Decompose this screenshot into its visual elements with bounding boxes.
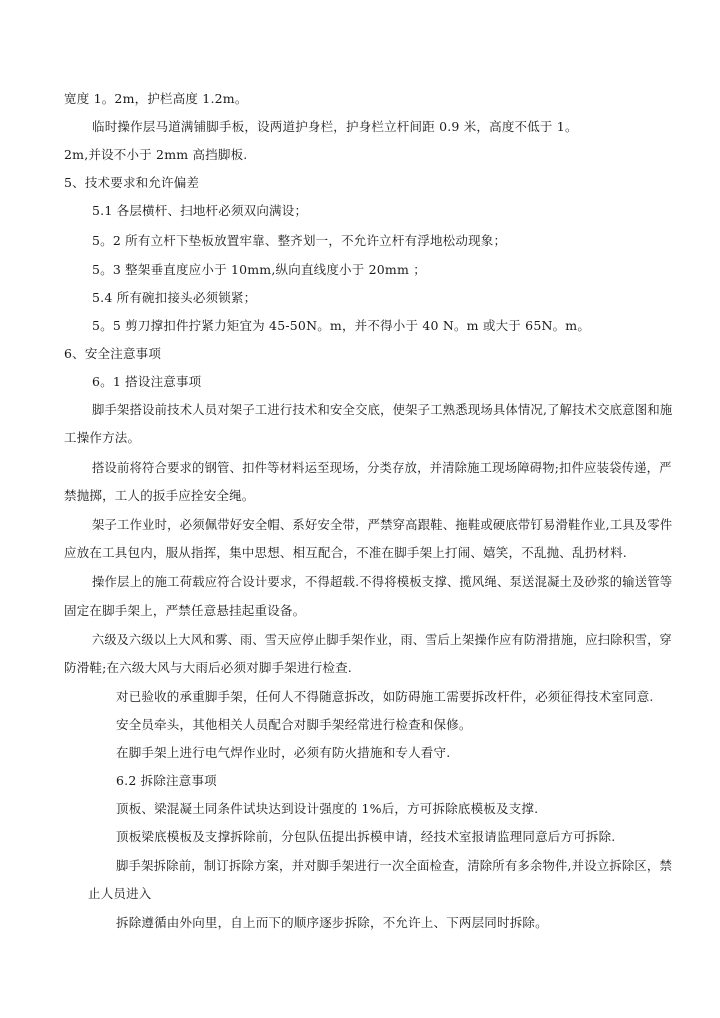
text-line: 脚手架搭设前技术人员对架子工进行技术和安全交底，使架子工熟悉现场具体情况,了解技术交底意图和施: [92, 402, 673, 417]
text-line: 拆除遵循由外向里，自上而下的顺序逐步拆除，不允许上、下两层同时拆除。: [116, 915, 548, 930]
text-line: 六级及六级以上大风和雾、雨、雪天应停止脚手架作业，雨、雪后上架操作应有防滑措施，应扫除积雪，穿: [92, 632, 672, 647]
section-heading: 5、技术要求和允许偏差: [64, 175, 200, 190]
text-line: 在脚手架上进行电气焊作业时，必须有防火措施和专人看守.: [116, 745, 451, 760]
text-line: 5.1 各层横杆、扫地杆必须双向满设；: [92, 203, 308, 218]
text-line: 2m,并设不小于 2mm 高挡脚板.: [64, 147, 248, 162]
text-line: 顶板梁底模板及支撑拆除前，分包队伍提出拆模申请，经技术室报请监理同意后方可拆除.: [116, 829, 616, 844]
text-line: 顶板、梁混凝土同条件试块达到设计强度的 1%后，方可拆除底模板及支撑.: [116, 801, 539, 816]
text-line: 临时操作层马道满铺脚手板，设两道护身栏，护身栏立杆间距 0.9 米，高度不低于 1。: [92, 119, 578, 134]
section-heading: 6、安全注意事项: [64, 346, 162, 361]
text-line: 禁抛掷，工人的扳手应拴安全绳。: [64, 488, 255, 503]
text-line: 对已验收的承重脚手架，任何人不得随意拆改，如防碍施工需要拆改杆件，必须征得技术室同意.: [116, 689, 654, 704]
text-line: 脚手架拆除前，制订拆除方案，并对脚手架进行一次全面检查，清除所有多余物件,并设立拆除区，禁: [116, 858, 673, 873]
text-line: 5.4 所有碗扣接头必须锁紧；: [92, 290, 257, 305]
text-line: 安全员牵头，其他相关人员配合对脚手架经常进行检查和保修。: [116, 717, 472, 732]
text-line: 防滑鞋;在六级大风与大雨后必须对脚手架进行检查.: [64, 660, 352, 675]
text-line: 固定在脚手架上，严禁任意悬挂起重设备。: [64, 603, 306, 618]
text-line: 5。5 剪刀撑扣件拧紧力矩宜为 45-50N。m，并不得小于 40 N。m 或大于 65N。m。: [92, 318, 591, 333]
text-line: 工操作方法。: [64, 430, 141, 445]
text-line: 应放在工具包内，服从指挥，集中思想、相互配合，不准在脚手架上打闹、嬉笑，不乱抛、乱扔材料.: [64, 545, 627, 560]
text-line: 5。2 所有立杆下垫板放置牢靠、整齐划一，不允许立杆有浮地松动现象；: [92, 233, 507, 248]
text-line: 操作层上的施工荷载应符合设计要求，不得超载.不得将模板支撑、揽风绳、泵送混凝土及砂浆的输送管等: [92, 574, 673, 589]
text-line: 5。3 整架垂直度应小于 10mm,纵向直线度小于 20mm ；: [92, 262, 426, 277]
text-line: 搭设前将符合要求的钢管、扣件等材料运至现场，分类存放，并清除施工现场障碍物;扣件应装袋传递，严: [92, 460, 672, 475]
subsection-heading: 6.2 拆除注意事项: [116, 773, 217, 788]
text-line: 宽度 1。2m，护栏高度 1.2m。: [64, 91, 248, 106]
subsection-heading: 6。1 搭设注意事项: [92, 374, 202, 389]
text-line: 止人员进入: [88, 886, 152, 901]
text-line: 架子工作业时，必须佩带好安全帽、系好安全带，严禁穿高跟鞋、拖鞋或硬底带钉易滑鞋作业,工具及零件: [92, 517, 673, 532]
